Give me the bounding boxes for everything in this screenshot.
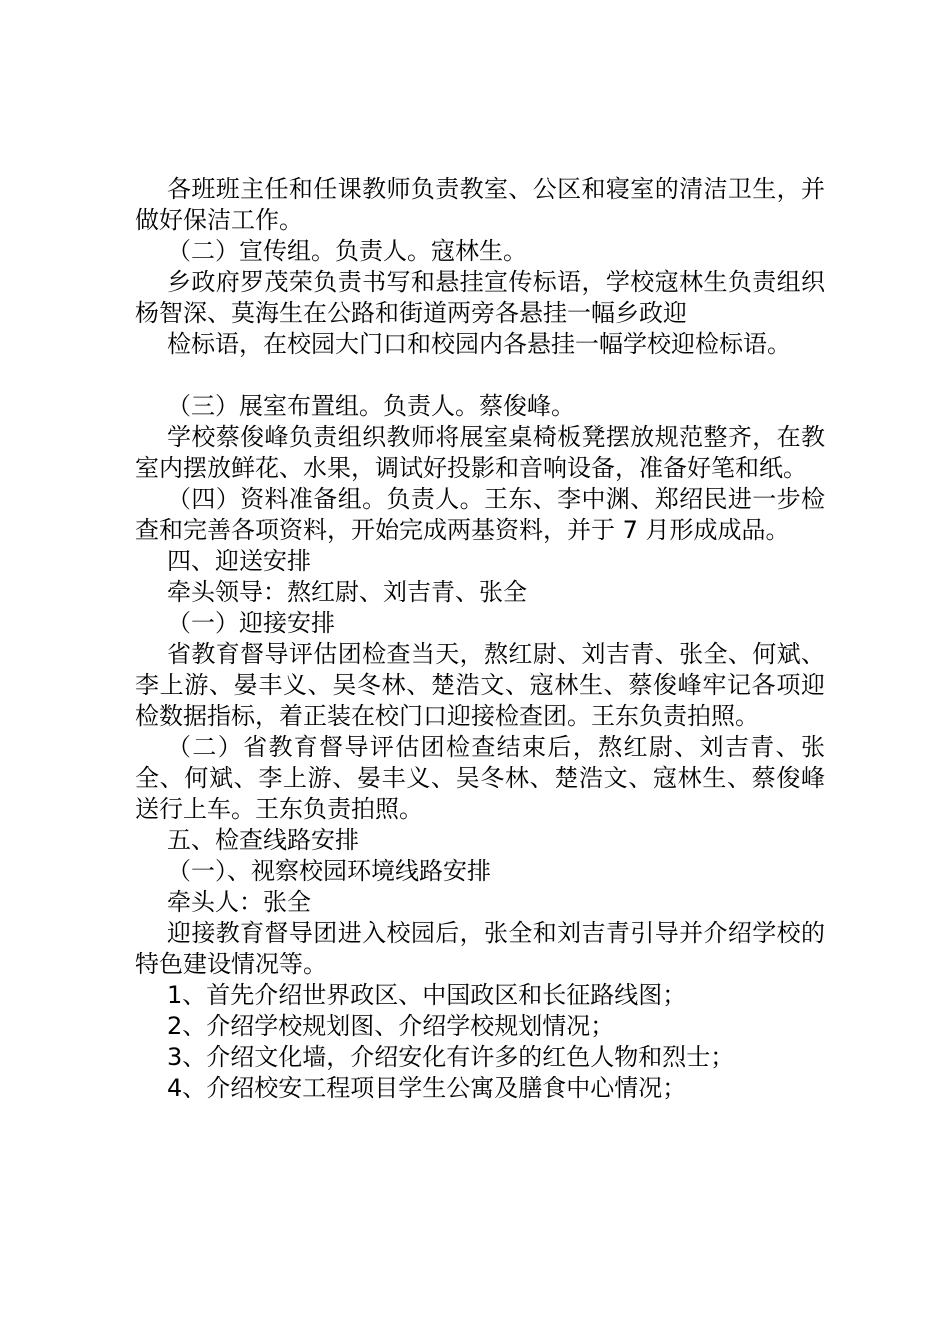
paragraph-farewell-details: （二）省教育督导评估团检查结束后，熬红尉、刘吉青、张全、何斌、李上游、晏丰义、吴冬林、楚浩文、寇林生、蔡俊峰送行上车。王东负责拍照。 <box>135 733 825 823</box>
heading-welcome-arrangements: （一）迎接安排 <box>167 609 335 637</box>
paragraph-welcome-details: 省教育督导评估团检查当天，熬红尉、刘吉青、张全、何斌、李上游、晏丰义、吴冬林、楚浩文、寇林生、蔡俊峰牢记各项迎检数据指标，着正装在校门口迎接检查团。王东负责拍照。 <box>135 640 825 730</box>
heading-reception-arrangements: 四、迎送安排 <box>167 547 311 575</box>
paragraph-campus-slogans: 检标语，在校园大门口和校园内各悬挂一幅学校迎检标语。 <box>167 330 791 358</box>
paragraph-tour-lead: 牵头人：张全 <box>167 888 311 916</box>
list-item-2: 2、介绍学校规划图、介绍学校规划情况； <box>167 1012 615 1040</box>
paragraph-exhibition-setup: 学校蔡俊峰负责组织教师将展室桌椅板凳摆放规范整齐，在教室内摆放鲜花、水果，调试好投影和音响设备，准备好笔和纸。 <box>135 423 825 482</box>
heading-campus-tour-route: （一）、视察校园环境线路安排 <box>167 857 491 885</box>
heading-inspection-route: 五、检查线路安排 <box>167 826 359 854</box>
paragraph-publicity-slogans: 乡政府罗茂荣负责书写和悬挂宣传标语，学校寇林生负责组织杨智深、莫海生在公路和街道两旁各悬挂一幅乡政迎 <box>135 268 825 327</box>
document-body <box>135 174 825 1104</box>
list-item-3: 3、介绍文化墙，介绍安化有许多的红色人物和烈士； <box>167 1043 735 1071</box>
heading-publicity-group: （二）宣传组。负责人。寇林生。 <box>167 237 527 265</box>
paragraph-tour-intro: 迎接教育督导团进入校园后，张全和刘吉青引导并介绍学校的特色建设情况等。 <box>135 919 825 978</box>
paragraph-cleaning-duty: 各班班主任和任课教师负责教室、公区和寝室的清洁卫生，并做好保洁工作。 <box>135 175 825 234</box>
list-item-1: 1、首先介绍世界政区、中国政区和长征路线图； <box>167 981 687 1009</box>
heading-exhibition-group: （三）展室布置组。负责人。蔡俊峰。 <box>167 392 575 420</box>
paragraph-materials-group: （四）资料准备组。负责人。王东、李中渊、郑绍民进一步检查和完善各项资料，开始完成两基资料，并于 7 月形成成品。 <box>135 485 825 544</box>
paragraph-lead-officials: 牵头领导：熬红尉、刘吉青、张全 <box>167 578 527 606</box>
list-item-4: 4、介绍校安工程项目学生公寓及膳食中心情况； <box>167 1074 687 1102</box>
